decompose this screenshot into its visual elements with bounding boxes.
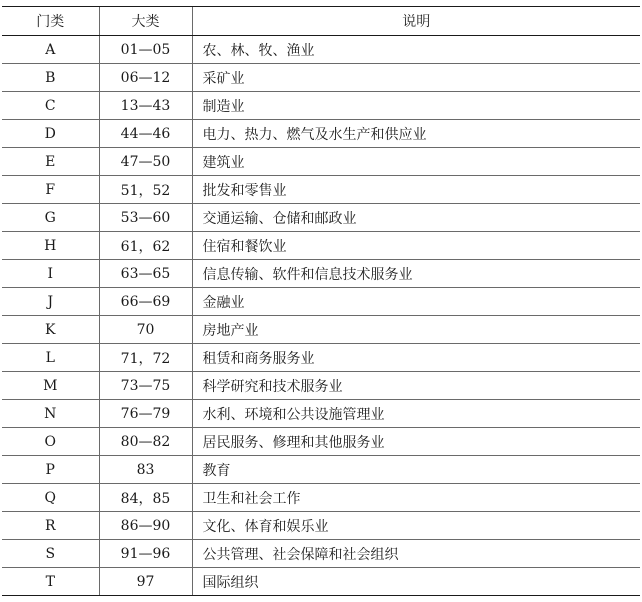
description-cell: 公共管理、社会保障和社会组织: [192, 540, 640, 568]
division-cell: 71，72: [99, 344, 192, 372]
description-cell: 科学研究和技术服务业: [192, 372, 640, 400]
description-cell: 金融业: [192, 288, 640, 316]
table-row: [2, 260, 640, 288]
division-cell: 51，52: [99, 176, 192, 204]
table-row: [2, 204, 640, 232]
table-row: [2, 512, 640, 540]
table-row: [2, 232, 640, 260]
header-description: 说明: [192, 7, 640, 36]
division-cell: 53—60: [99, 204, 192, 232]
table-row: [2, 484, 640, 512]
division-cell: 83: [99, 456, 192, 484]
description-cell: 居民服务、修理和其他服务业: [192, 428, 640, 456]
category-cell: D: [2, 120, 99, 148]
category-cell: F: [2, 176, 99, 204]
table-row: [2, 36, 640, 64]
table-row: [2, 288, 640, 316]
table-row: [2, 428, 640, 456]
description-cell: 交通运输、仓储和邮政业: [192, 204, 640, 232]
header-division: 大类: [99, 7, 192, 36]
table-body: [2, 36, 640, 596]
category-cell: E: [2, 148, 99, 176]
category-cell: S: [2, 540, 99, 568]
category-cell: G: [2, 204, 99, 232]
category-cell: K: [2, 316, 99, 344]
division-cell: 66—69: [99, 288, 192, 316]
description-cell: 教育: [192, 456, 640, 484]
description-cell: 农、林、牧、渔业: [192, 36, 640, 64]
division-cell: 06—12: [99, 64, 192, 92]
header-category: 门类: [2, 7, 99, 36]
category-cell: B: [2, 64, 99, 92]
description-cell: 住宿和餐饮业: [192, 232, 640, 260]
description-cell: 电力、热力、燃气及水生产和供应业: [192, 120, 640, 148]
division-cell: 63—65: [99, 260, 192, 288]
description-cell: 文化、体育和娱乐业: [192, 512, 640, 540]
description-cell: 建筑业: [192, 148, 640, 176]
description-cell: 制造业: [192, 92, 640, 120]
description-cell: 采矿业: [192, 64, 640, 92]
industry-classification-table-wrapper: [2, 6, 640, 596]
table-row: [2, 540, 640, 568]
industry-classification-table: [2, 6, 640, 596]
table-row: [2, 456, 640, 484]
division-cell: 01—05: [99, 36, 192, 64]
division-cell: 76—79: [99, 400, 192, 428]
table-row: [2, 400, 640, 428]
table-row: [2, 92, 640, 120]
description-cell: 卫生和社会工作: [192, 484, 640, 512]
table-row: [2, 568, 640, 596]
category-cell: M: [2, 372, 99, 400]
description-cell: 信息传输、软件和信息技术服务业: [192, 260, 640, 288]
division-cell: 91—96: [99, 540, 192, 568]
division-cell: 97: [99, 568, 192, 596]
table-row: [2, 316, 640, 344]
category-cell: A: [2, 36, 99, 64]
category-cell: O: [2, 428, 99, 456]
division-cell: 86—90: [99, 512, 192, 540]
category-cell: P: [2, 456, 99, 484]
division-cell: 47—50: [99, 148, 192, 176]
category-cell: R: [2, 512, 99, 540]
table-header: [2, 7, 640, 36]
division-cell: 80—82: [99, 428, 192, 456]
category-cell: H: [2, 232, 99, 260]
category-cell: N: [2, 400, 99, 428]
table-row: [2, 148, 640, 176]
category-cell: Q: [2, 484, 99, 512]
description-cell: 水利、环境和公共设施管理业: [192, 400, 640, 428]
table-row: [2, 344, 640, 372]
division-cell: 13—43: [99, 92, 192, 120]
division-cell: 84，85: [99, 484, 192, 512]
description-cell: 国际组织: [192, 568, 640, 596]
description-cell: 批发和零售业: [192, 176, 640, 204]
table-row: [2, 176, 640, 204]
description-cell: 租赁和商务服务业: [192, 344, 640, 372]
category-cell: J: [2, 288, 99, 316]
division-cell: 61，62: [99, 232, 192, 260]
category-cell: T: [2, 568, 99, 596]
description-cell: 房地产业: [192, 316, 640, 344]
table-row: [2, 64, 640, 92]
table-row: [2, 372, 640, 400]
category-cell: C: [2, 92, 99, 120]
division-cell: 44—46: [99, 120, 192, 148]
category-cell: I: [2, 260, 99, 288]
category-cell: L: [2, 344, 99, 372]
table-row: [2, 120, 640, 148]
division-cell: 73—75: [99, 372, 192, 400]
header-row: [2, 7, 640, 36]
division-cell: 70: [99, 316, 192, 344]
